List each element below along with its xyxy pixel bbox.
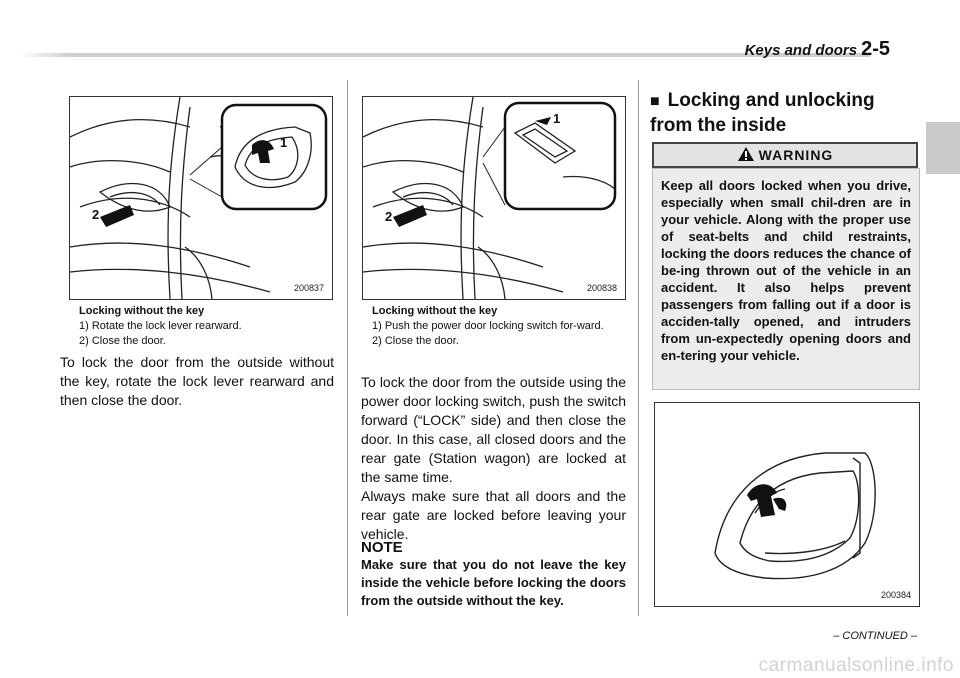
figure-caption [372,304,626,349]
figure-code: 200384 [880,590,911,600]
section-title: Locking and unlocking from the inside [650,90,875,136]
warning-triangle-icon [737,146,755,162]
figure-inside-lock-lever [654,402,920,607]
door-switch-illustration [363,97,625,299]
note-text: Make sure that you do not leave the key inside the vehicle before locking the doors from the outside without the key. [361,557,626,608]
continued-label: – CONTINUED – [833,630,917,642]
body-paragraph: To lock the door from the outside without the key, rotate the lock lever rearward and then close the door. [60,354,334,408]
figure-code: 200838 [586,283,617,293]
door-handle-illustration [655,403,919,606]
figure-callout-2: 2 [385,209,393,224]
door-interior-illustration [70,97,332,299]
warning-label-bar [652,142,918,168]
figure-power-lock-switch [362,96,626,300]
figure-callout-1: 1 [553,111,561,126]
column-divider-1 [347,80,348,616]
caption-title: Locking without the key [79,305,205,317]
figure-callout-1: 1 [280,135,288,150]
caption-title: Locking without the key [372,305,498,317]
figure-lock-lever [69,96,333,300]
warning-label: WARNING [758,147,834,163]
note-heading: NOTE [361,539,403,556]
watermark-text: carmanualsonline.info [758,655,954,676]
column-divider-2 [638,80,639,616]
section-marker: ■ [650,93,660,110]
chapter-tab [926,122,960,174]
caption-item-1: 1) Rotate the lock lever rearward. [79,320,242,332]
body-paragraph-2: Always make sure that all doors and the rear gate are locked before leaving your vehicle. [361,488,626,542]
figure-caption [79,304,333,349]
caption-item-2: 2) Close the door. [79,335,166,347]
figure-code: 200837 [293,283,324,293]
page-number: 2-5 [861,38,890,60]
section-heading [650,89,920,138]
caption-item-1: 1) Push the power door locking switch for-ward. [372,320,604,332]
section-name: Keys and doors [744,42,858,59]
warning-box [652,168,920,390]
page-header [745,38,890,61]
body-paragraph-1: To lock the door from the outside using the power door locking switch, push the switch forward (“LOCK” side) and then close the door. In this case, all closed doors and the rear gate (Station wagon) are locked at the same time. [361,374,626,485]
figure-callout-2: 2 [92,207,100,222]
warning-text: Keep all doors locked when you drive, especially when small chil-dren are in your vehicle. Along with the proper use of seat-belts and child restraints, locking the doors reduces the chance of be-ing thrown out of the vehicle in an accident. It also helps prevent passengers from falling out if a door is acciden-tally opened, and intruders from un-expectedly opening doors and en-tering your vehicle. [661,178,911,363]
caption-item-2: 2) Close the door. [372,335,459,347]
header-rule-fade [20,53,70,57]
